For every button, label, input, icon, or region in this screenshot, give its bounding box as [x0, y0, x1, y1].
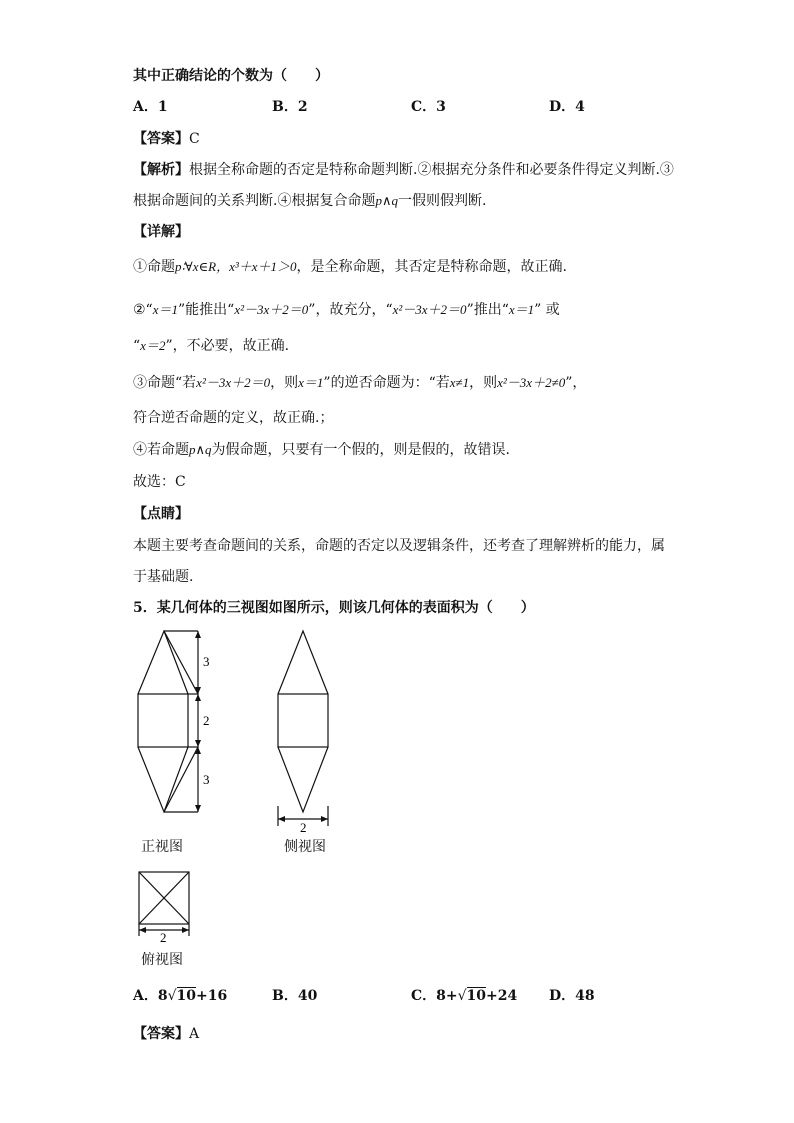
detail-2-text-c: ”，故充分，“ — [308, 302, 393, 318]
detail-2-math-2: x²－3x＋2＝0 — [234, 302, 309, 317]
detail-2-math-3: x²－3x＋2＝0 — [392, 302, 467, 317]
sqrt-icon: √ — [167, 988, 177, 1004]
q5-option-c-radicand: 10 — [466, 988, 487, 1004]
q5-answer-tag: 【答案】 — [133, 1026, 189, 1042]
detail-3-text-e: ”， — [565, 375, 587, 391]
option-c: C．3 — [411, 99, 446, 115]
option-a: A．1 — [133, 99, 168, 115]
q5-answer-value: A — [189, 1026, 200, 1042]
side-dim-label: 2 — [300, 820, 307, 833]
answer-tag: 【答案】 — [133, 131, 189, 147]
detail-line-3b: 符合逆否命题的定义，故正确.； — [133, 410, 334, 426]
detail-2-text-a: ②“ — [133, 302, 153, 318]
front-middle-rect — [138, 694, 188, 747]
detail-3-math-4: x²－3x＋2≠0 — [497, 375, 566, 390]
detail-2-text-b: ”能推出“ — [178, 302, 235, 318]
q5-option-a-post: +16 — [196, 988, 228, 1004]
answer-value: C — [189, 131, 200, 147]
analysis-text-1: 根据全称命题的否定是特称命题判断.②根据充分条件和必要条件得定义判断.③ — [189, 162, 674, 178]
analysis-pq-math: p∧q — [375, 193, 398, 208]
detail-3-text-b: ，则 — [270, 375, 299, 391]
analysis-tag: 【解析】 — [133, 162, 189, 178]
detail-1-math: p∶∀x∈R，x³＋x＋1＞0 — [175, 259, 297, 274]
detail-3-math-3: x≠1 — [449, 375, 470, 390]
top-view-figure — [132, 870, 196, 942]
analysis-line-1 — [133, 161, 674, 179]
detail-2-text-d: ”推出“ — [466, 302, 509, 318]
q5-option-a-pre: A．8 — [133, 988, 168, 1004]
detail-1-text-a: ①命题 — [133, 259, 175, 275]
detail-line-4 — [133, 441, 510, 459]
option-d: D．4 — [549, 99, 585, 115]
detail-2-math-1: x＝1 — [152, 302, 178, 317]
detail-3-math-2: x＝1 — [298, 375, 324, 390]
front-dim-top: 3 — [203, 654, 210, 669]
detail-3-text-d: ，则 — [469, 375, 498, 391]
detail-line-3 — [133, 374, 586, 392]
analysis-text-2a: 根据命题间的关系判断.④根据复合命题 — [133, 193, 376, 209]
analysis-line-2 — [133, 192, 486, 210]
detail-2-math-5: x＝2 — [140, 338, 166, 353]
q5-option-c-pre: C．8+ — [411, 988, 458, 1004]
front-dim-middle: 2 — [203, 713, 210, 728]
front-view-caption: 正视图 — [141, 839, 183, 855]
detail-line-2b — [133, 337, 289, 355]
q5-option-b: B．40 — [272, 988, 318, 1004]
option-b: B．2 — [272, 99, 308, 115]
front-dim-bottom: 3 — [203, 772, 210, 787]
detail-line-2 — [133, 301, 560, 319]
question-prompt: 其中正确结论的个数为（ ） — [133, 68, 329, 84]
q5-option-a — [133, 987, 227, 1005]
detail-3-text-a: ③命题“若 — [133, 375, 197, 391]
tip-line-2: 于基础题. — [133, 569, 194, 585]
top-view-caption: 俯视图 — [141, 952, 183, 968]
detail-2-math-4: x＝1 — [508, 302, 535, 317]
q5-option-c-post: +24 — [486, 988, 518, 1004]
q5-option-d: D．48 — [549, 988, 595, 1004]
detail-3-math-1: x²－3x＋2＝0 — [196, 375, 271, 390]
q5-option-a-radicand: 10 — [176, 988, 197, 1004]
detail-tag: 【详解】 — [133, 224, 189, 240]
detail-line-1 — [133, 258, 567, 276]
detail-2-text-f: “ — [133, 338, 141, 354]
front-view-figure — [128, 628, 218, 828]
sqrt-icon: √ — [457, 988, 467, 1004]
question-5-prompt: 5．某几何体的三视图如图所示，则该几何体的表面积为（ ） — [133, 600, 535, 616]
detail-4-text-b: 为假命题，只要有一个假的，则是假的，故错误. — [211, 442, 510, 458]
tip-tag: 【点睛】 — [133, 506, 189, 522]
tip-line-1: 本题主要考查命题间的关系，命题的否定以及逻辑条件，还考查了理解辨析的能力，属 — [133, 538, 665, 554]
answer-line — [133, 130, 200, 148]
detail-4-math: p∧q — [189, 442, 212, 457]
side-view-caption: 侧视图 — [284, 839, 326, 855]
q5-answer-line — [133, 1025, 199, 1043]
detail-2-text-e: ” 或 — [534, 302, 560, 318]
detail-2-text-g: ”，不必要，故正确. — [165, 338, 290, 354]
detail-1-text-b: ，是全称命题，其否定是特称命题，故正确. — [296, 259, 567, 275]
detail-3-text-c: ”的逆否命题为：“若 — [323, 375, 450, 391]
side-view-figure — [270, 628, 340, 833]
analysis-text-2b: 一假则假判断. — [397, 193, 487, 209]
choose-line: 故选：C — [133, 474, 186, 490]
top-dim-label: 2 — [160, 930, 167, 942]
q5-option-c — [411, 987, 517, 1005]
detail-4-text-a: ④若命题 — [133, 442, 189, 458]
